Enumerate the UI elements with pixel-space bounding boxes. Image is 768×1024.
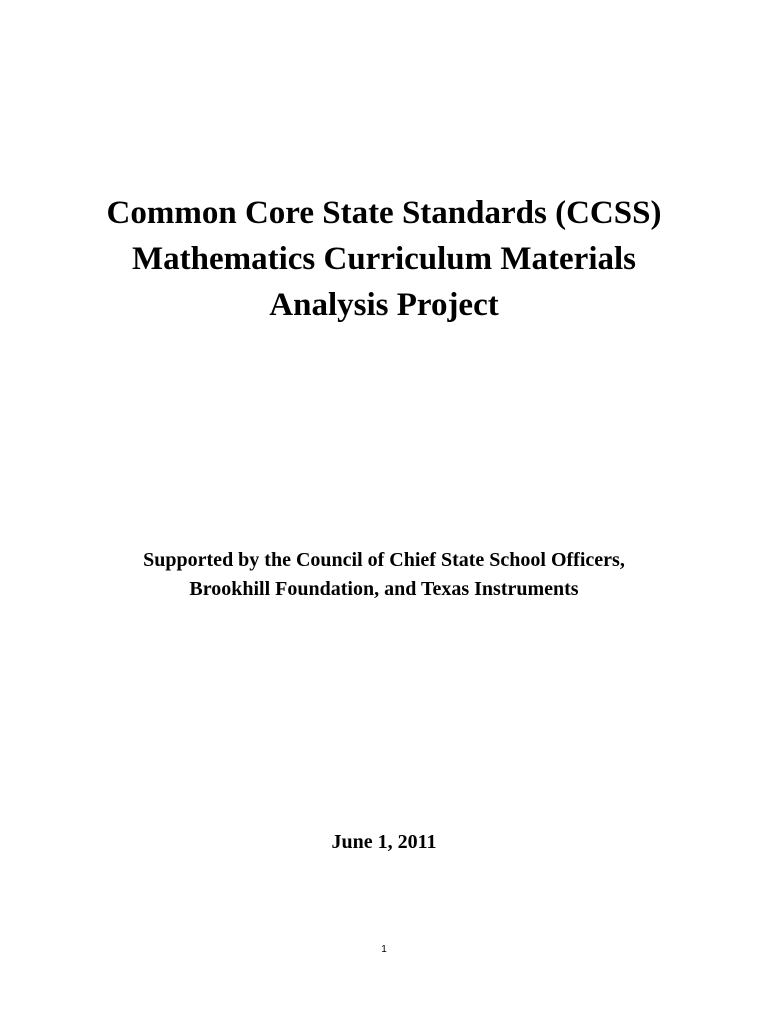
title-line-3: Analysis Project (269, 287, 499, 323)
page-number: 1 (381, 944, 387, 955)
support-statement (0, 546, 768, 604)
support-line-2: Brookhill Foundation, and Texas Instruments (189, 578, 579, 600)
title-line-1: Common Core State Standards (CCSS) (106, 195, 662, 231)
document-title (0, 190, 768, 328)
support-line-1: Supported by the Council of Chief State School Officers, (143, 549, 625, 571)
title-line-2: Mathematics Curriculum Materials (131, 241, 637, 277)
document-date: June 1, 2011 (331, 831, 437, 853)
